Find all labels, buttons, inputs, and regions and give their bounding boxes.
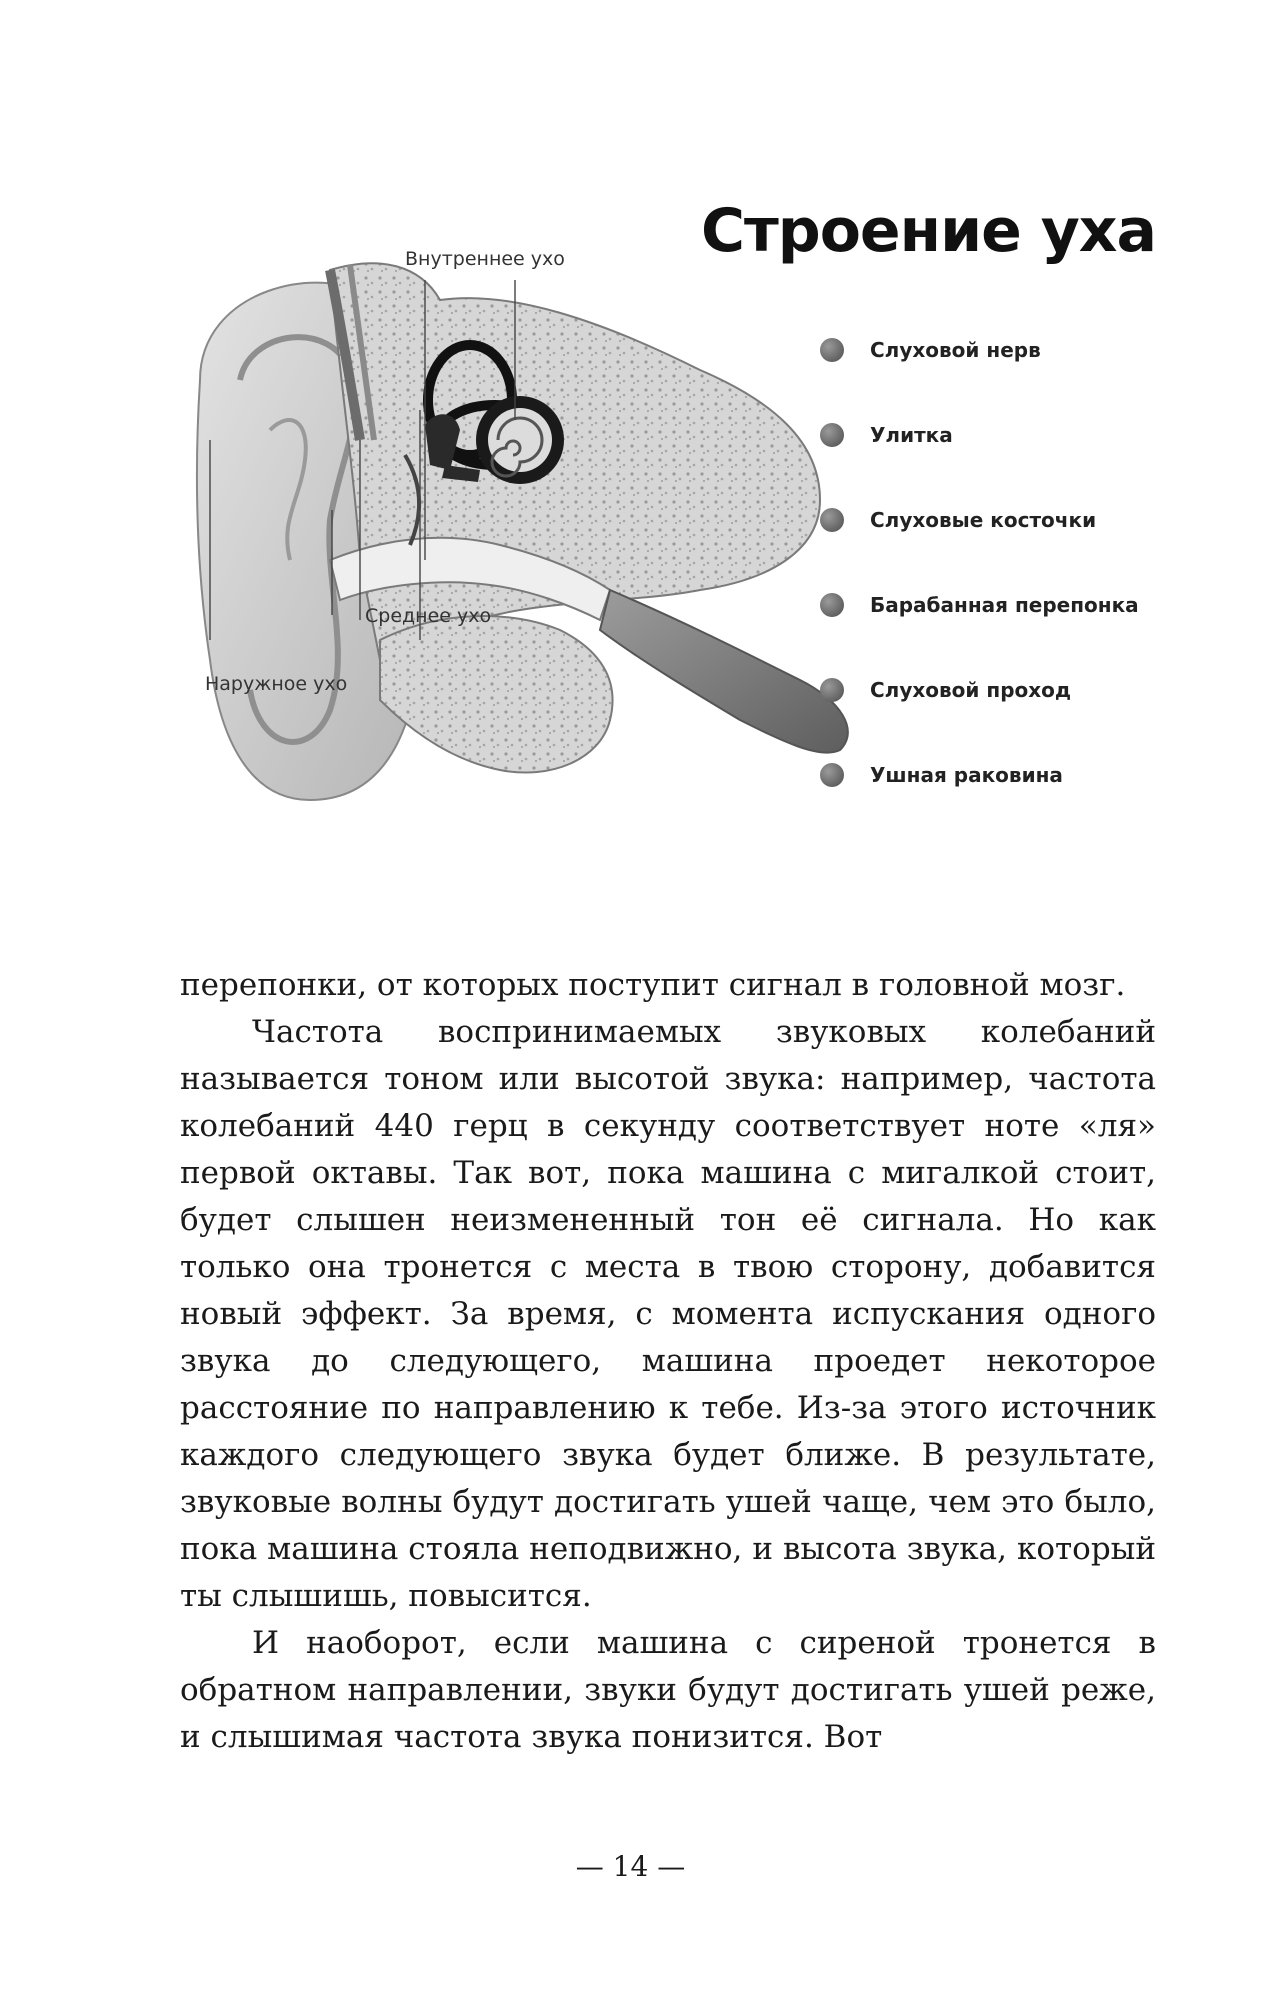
inner-ear-label: Внутреннее ухо bbox=[405, 248, 565, 270]
legend-item-ear-canal bbox=[820, 670, 1071, 710]
legend-label: Барабанная перепонка bbox=[870, 593, 1139, 617]
eustachian-tube-shape bbox=[600, 590, 848, 753]
bullet-icon bbox=[820, 338, 844, 362]
bullet-icon bbox=[820, 593, 844, 617]
body-text bbox=[180, 962, 1156, 1761]
bullet-icon bbox=[820, 508, 844, 532]
bullet-icon bbox=[820, 678, 844, 702]
cochlea-shape bbox=[476, 396, 564, 484]
legend-item-auditory-nerve bbox=[820, 330, 1041, 370]
paragraph: перепонки, от которых поступит сигнал в головной мозг. bbox=[180, 967, 1126, 1003]
middle-ear-label: Среднее ухо bbox=[365, 605, 492, 627]
legend-label: Слуховой нерв bbox=[870, 338, 1041, 362]
page-number: — 14 — bbox=[575, 1850, 686, 1883]
legend-item-eardrum bbox=[820, 585, 1139, 625]
paragraph: И наоборот, если машина с сиреной тронется в обратном направлении, звуки будут достигать ушей реже, и слышимая частота звука понизится. Вот bbox=[180, 1625, 1156, 1755]
bullet-icon bbox=[820, 423, 844, 447]
legend-item-cochlea bbox=[820, 415, 953, 455]
legend-label: Слуховые косточки bbox=[870, 508, 1097, 532]
legend-item-pinna bbox=[820, 755, 1063, 795]
bullet-icon bbox=[820, 763, 844, 787]
legend-label: Ушная раковина bbox=[870, 763, 1063, 787]
page-title: Строение уха bbox=[700, 196, 1156, 266]
paragraph: Частота воспринимаемых звуковых колебаний называется тоном или высотой звука: например, частота колебаний 440 герц в секунду соответствует ноте «ля» первой октавы. Так вот, пока машина с мигалкой стоит, будет слышен неизмененный тон её сигнала. Но как только она тронется с места в твою сторону, добавится новый эффект. За время, с момента испускания одного звука до следующего, машина проедет некоторое расстояние по направлению к тебе. Из-за этого источник каждого следующего звука будет ближе. В результате, звуковые волны будут достигать ушей чаще, чем это было, пока машина стояла неподвижно, и высота звука, который ты слышишь, повысится. bbox=[180, 1014, 1156, 1614]
legend-label: Слуховой проход bbox=[870, 678, 1072, 702]
legend-label: Улитка bbox=[870, 423, 953, 447]
outer-ear-label: Наружное ухо bbox=[205, 673, 348, 695]
legend-item-ossicles bbox=[820, 500, 1096, 540]
